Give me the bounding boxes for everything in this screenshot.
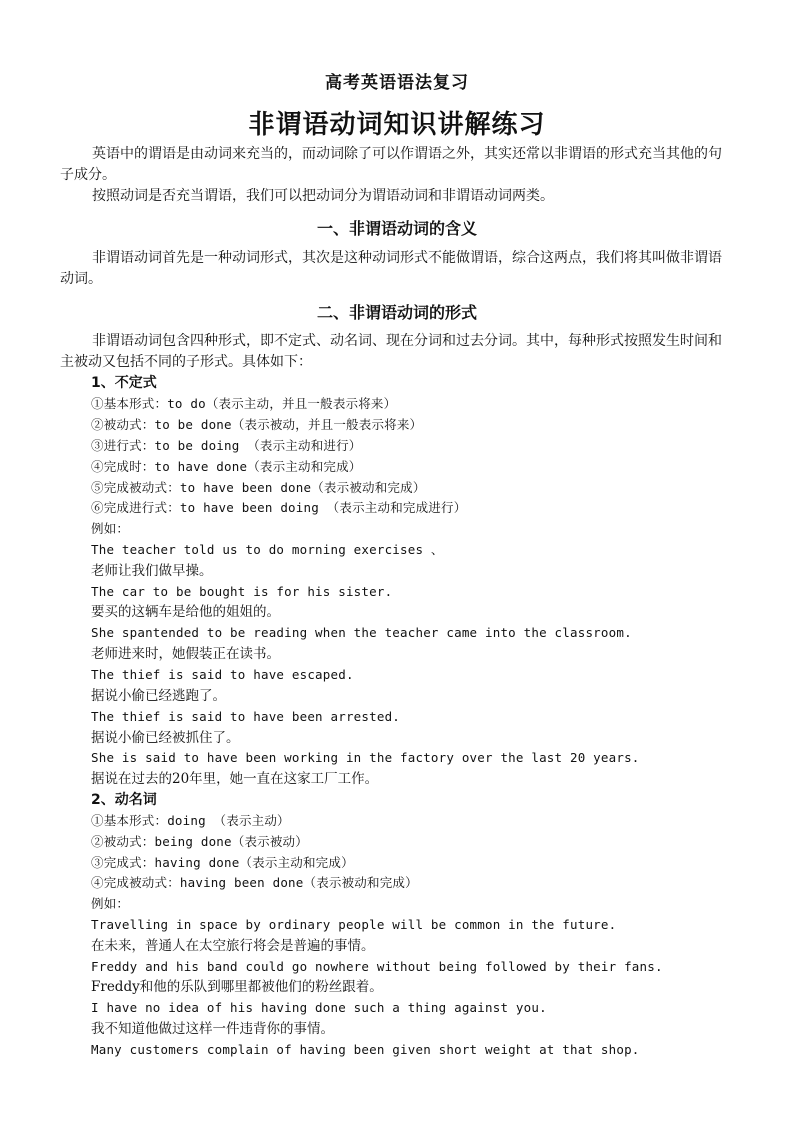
section-1-heading: 一、非谓语动词的含义 (316, 219, 477, 238)
example-chinese: 据说小偷已经被抓住了。 (91, 730, 240, 746)
subheading-gerund: 2、动名词 (91, 792, 157, 808)
subheading-infinitive: 1、不定式 (91, 375, 157, 391)
example-chinese: 老师让我们做早操。 (91, 563, 213, 579)
list-item: ①基本形式：to do（表示主动，并且一般表示将来） (91, 396, 397, 411)
list-item: ②被动式：to be done（表示被动，并且一般表示将来） (91, 417, 423, 432)
list-item: ①基本形式：doing （表示主动） (91, 813, 290, 828)
example-chinese: Freddy和他的乐队到哪里都被他们的粉丝跟着。 (91, 979, 383, 995)
section-1-paragraph: 非谓语动词首先是一种动词形式，其次是这种动词形式不能做谓语，综合这两点，我们将其叫做非谓语动词。 (60, 250, 722, 287)
example-chinese: 要买的这辆车是给他的姐姐的。 (91, 604, 280, 620)
example-english: She spantended to be reading when the teacher came into the classroom. (91, 625, 632, 640)
list-item: ⑥完成进行式：to have been doing （表示主动和完成进行） (91, 500, 467, 515)
example-english: Many customers complain of having been given short weight at that shop. (91, 1042, 640, 1057)
example-english: The car to be bought is for his sister. (91, 584, 393, 599)
example-label: 例如： (91, 896, 130, 911)
example-english: The teacher told us to do morning exercises 、 (91, 542, 444, 557)
example-english: Freddy and his band could go nowhere without being followed by their fans. (91, 959, 663, 974)
intro-paragraph-1: 英语中的谓语是由动词来充当的，而动词除了可以作谓语之外，其实还常以非谓语的形式充当其他的句子成分。 (60, 146, 722, 183)
example-english: The thief is said to have been arrested. (91, 709, 401, 724)
example-chinese: 据说小偷已经逃跑了。 (91, 688, 226, 704)
list-item: ②被动式：being done（表示被动） (91, 834, 308, 849)
list-item: ④完成时：to have done（表示主动和完成） (91, 459, 362, 474)
section-2-heading: 二、非谓语动词的形式 (316, 303, 477, 322)
example-english: I have no idea of his having done such a thing against you. (91, 1000, 547, 1015)
example-english: She is said to have been working in the factory over the last 20 years. (91, 750, 640, 765)
example-chinese: 在未来，普通人在太空旅行将会是普遍的事情。 (91, 938, 375, 954)
document-subtitle: 高考英语语法复习 (325, 73, 469, 93)
example-english: Travelling in space by ordinary people will be common in the future. (91, 917, 617, 932)
example-label: 例如： (91, 521, 130, 536)
example-chinese: 我不知道他做过这样一件违背你的事情。 (91, 1021, 334, 1037)
list-item: ④完成被动式：having been done（表示被动和完成） (91, 875, 418, 890)
list-item: ⑤完成被动式：to have been done（表示被动和完成） (91, 480, 426, 495)
list-item: ③完成式：having done（表示主动和完成） (91, 855, 354, 870)
intro-paragraph-2: 按照动词是否充当谓语，我们可以把动词分为谓语动词和非谓语动词两类。 (92, 188, 554, 204)
example-chinese: 老师进来时，她假装正在读书。 (91, 646, 280, 662)
document-title: 非谓语动词知识讲解练习 (248, 110, 546, 140)
list-item: ③进行式：to be doing （表示主动和进行） (91, 438, 362, 453)
example-english: The thief is said to have escaped. (91, 667, 354, 682)
example-chinese: 据说在过去的20年里，她一直在这家工厂工作。 (91, 771, 379, 787)
section-2-paragraph: 非谓语动词包含四种形式，即不定式、动名词、现在分词和过去分词。其中，每种形式按照发生时间和主被动又包括不同的子形式。具体如下： (60, 333, 722, 370)
